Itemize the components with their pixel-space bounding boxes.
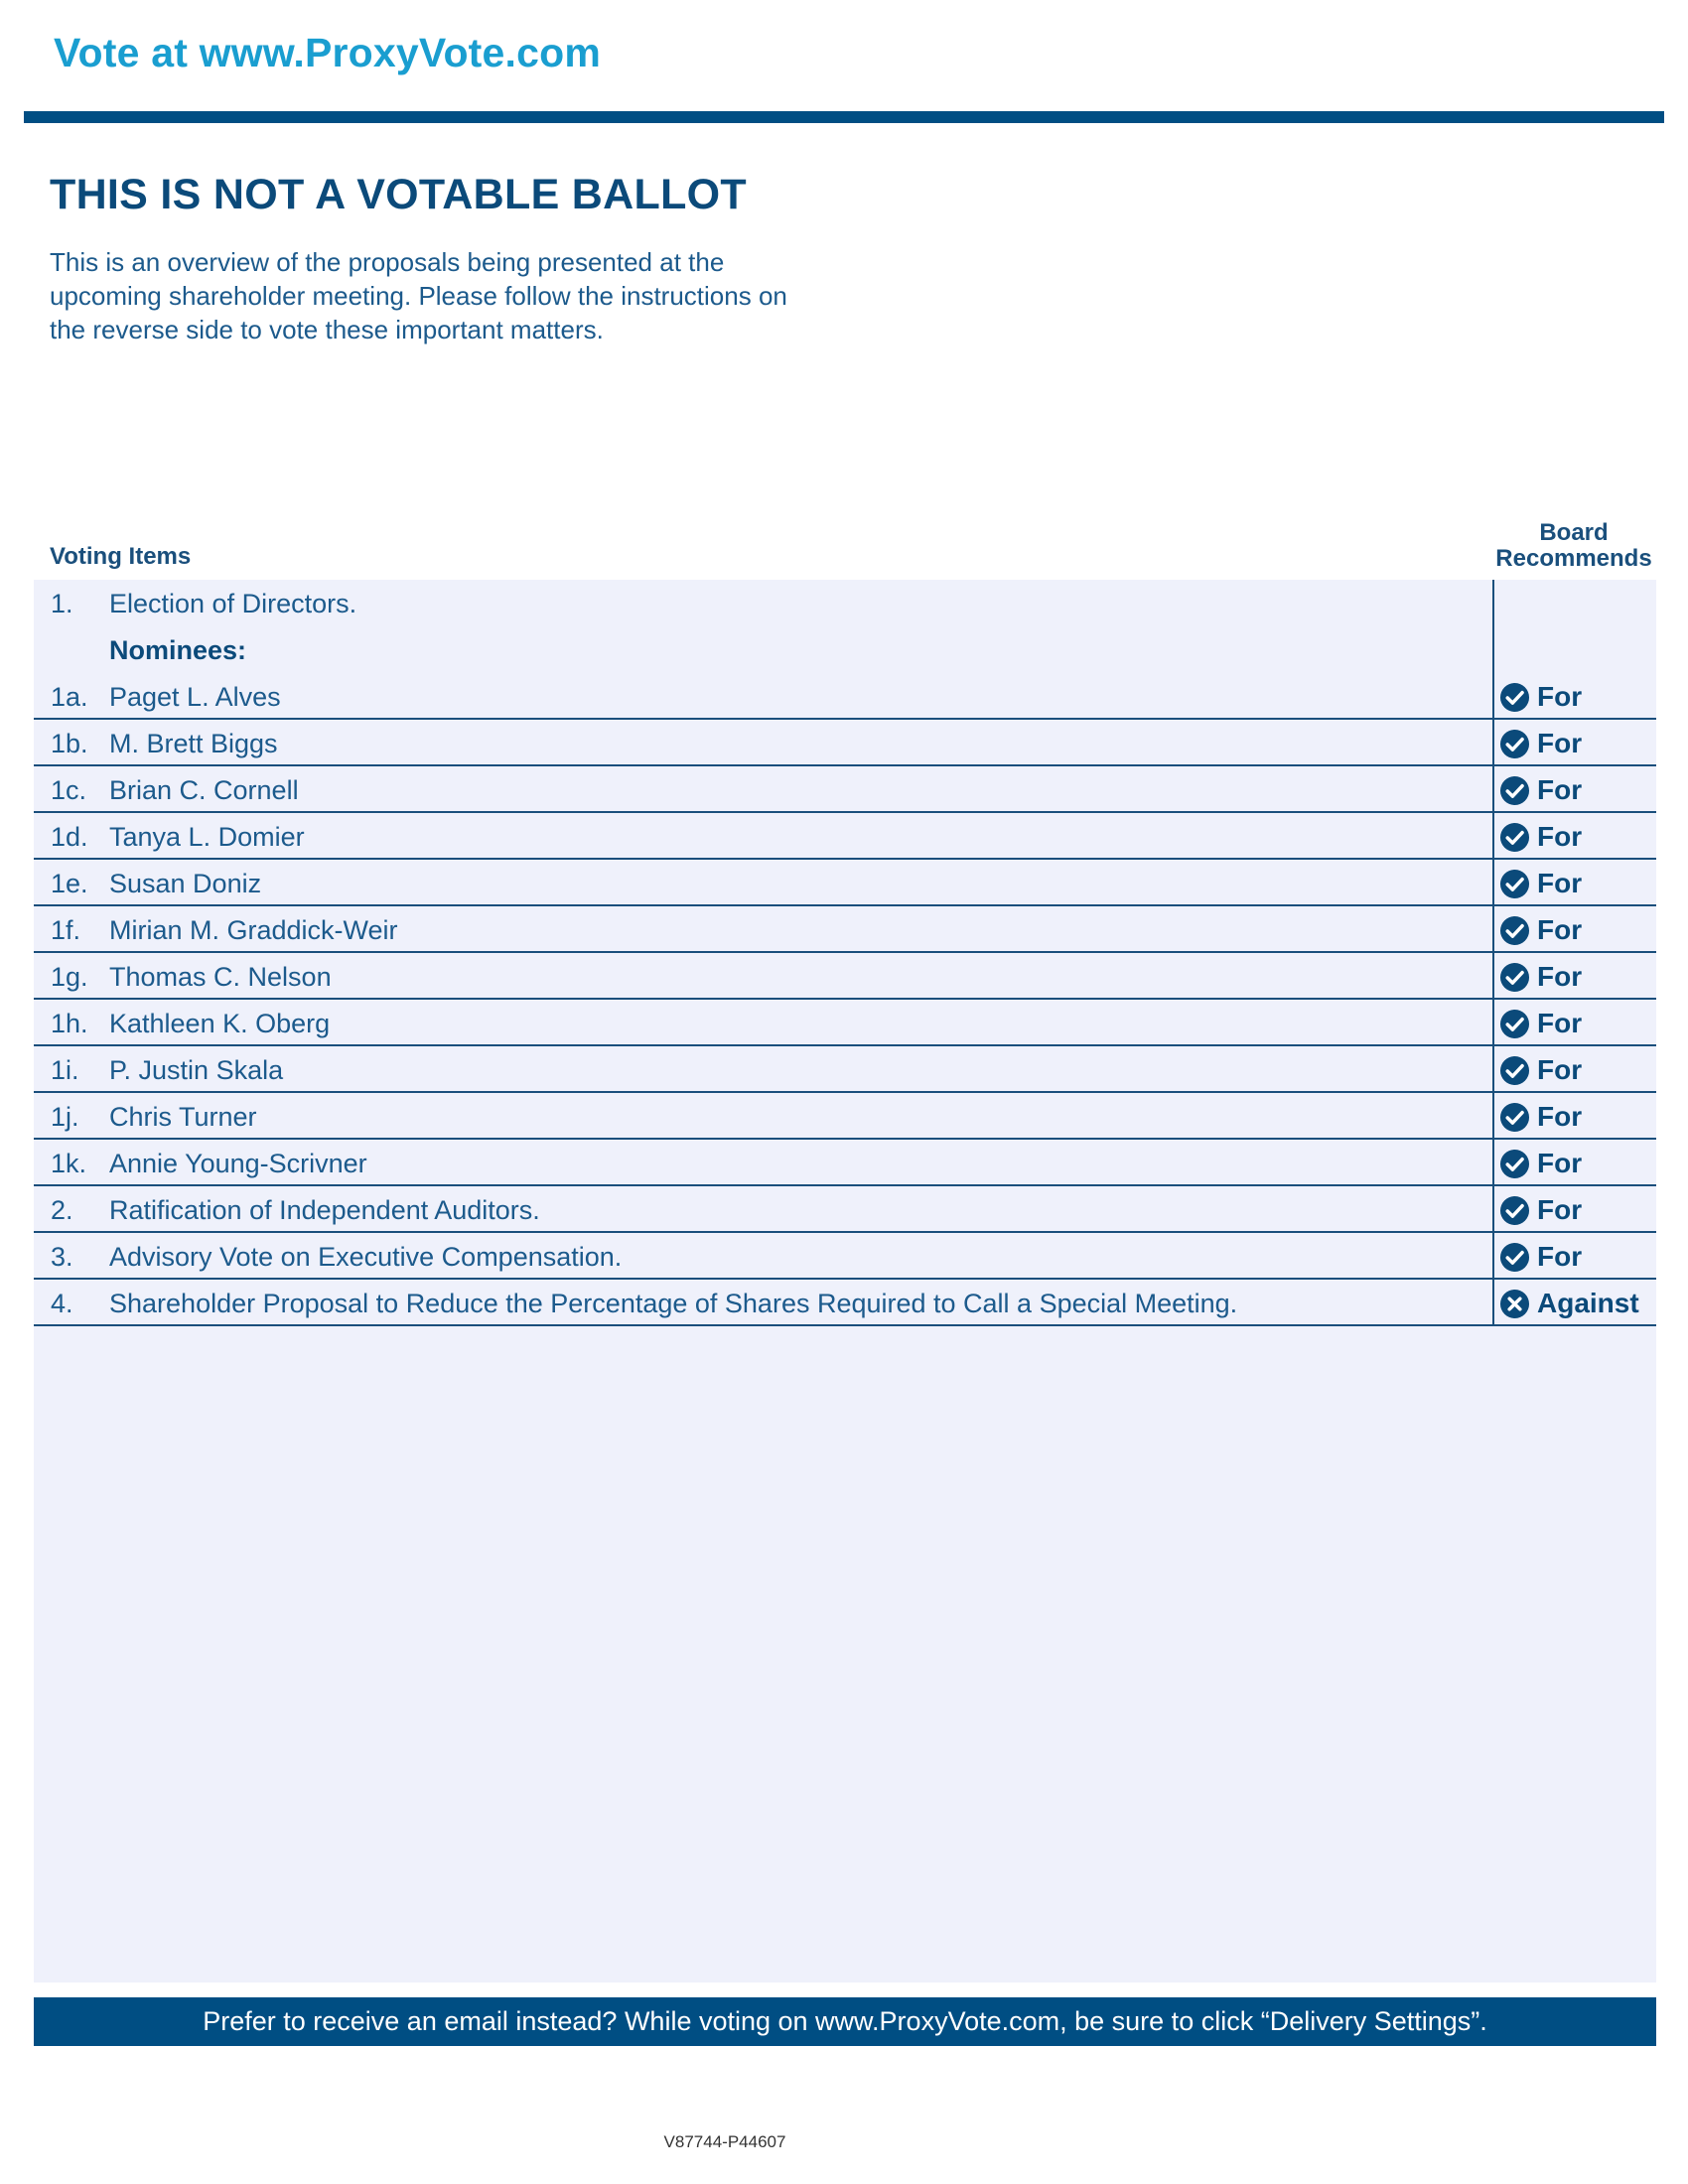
table-row: [34, 580, 1656, 626]
recommendation-text: For: [1537, 1241, 1583, 1272]
board-recommendation: [1499, 1054, 1582, 1086]
item-number: 1i.: [51, 1055, 79, 1085]
item-number: 1j.: [51, 1102, 79, 1132]
item-label: Advisory Vote on Executive Compensation.: [109, 1242, 623, 1272]
item-label: Shareholder Proposal to Reduce the Percentage of Shares Required to Call a Special Meeting.: [109, 1289, 1238, 1318]
table-row: [34, 1186, 1656, 1233]
item-label: P. Justin Skala: [109, 1055, 284, 1085]
board-recommends-header: [1494, 520, 1653, 572]
board-recommendation: [1499, 821, 1582, 853]
table-row: [34, 813, 1656, 860]
recommendation-text: For: [1537, 1101, 1583, 1132]
item-label: Annie Young-Scrivner: [109, 1149, 367, 1178]
table-row: [34, 626, 1656, 673]
item-number: 1.: [51, 589, 73, 618]
board-recommendation: [1499, 961, 1582, 993]
table-row: [34, 1000, 1656, 1046]
check-circle-icon: [1499, 1055, 1530, 1086]
intro-line: This is an overview of the proposals being presented at the: [50, 247, 725, 277]
board-recommendation: [1499, 1008, 1582, 1039]
check-circle-icon: [1499, 1195, 1530, 1226]
voting-items-header: Voting Items: [50, 543, 192, 570]
check-circle-icon: [1499, 822, 1530, 853]
board-recommendation: [1499, 1148, 1582, 1179]
board-recommendation: [1499, 1101, 1582, 1133]
board-recommendation: [1499, 1194, 1582, 1226]
check-circle-icon: [1499, 729, 1530, 759]
proxyvote-link[interactable]: Vote at www.ProxyVote.com: [54, 30, 602, 75]
board-recommendation: [1499, 681, 1582, 713]
item-number: 1f.: [51, 915, 81, 945]
recommendation-text: Against: [1537, 1288, 1639, 1318]
check-circle-icon: [1499, 915, 1530, 946]
item-number: 3.: [51, 1242, 73, 1272]
table-row: [34, 953, 1656, 1000]
board-header-line: Board: [1539, 519, 1609, 546]
recommendation-text: For: [1537, 1054, 1583, 1085]
item-label: Tanya L. Domier: [109, 822, 305, 852]
item-number: 1g.: [51, 962, 88, 992]
item-number: 1a.: [51, 682, 88, 712]
table-row: [34, 766, 1656, 813]
board-recommendation: [1499, 1241, 1582, 1273]
board-recommendation: [1499, 774, 1582, 806]
check-circle-icon: [1499, 1149, 1530, 1179]
item-label: Paget L. Alves: [109, 682, 281, 712]
intro-text: [50, 245, 874, 346]
intro-line: upcoming shareholder meeting. Please follow the instructions on: [50, 281, 787, 311]
check-circle-icon: [1499, 1102, 1530, 1133]
header-rule: [24, 111, 1664, 123]
check-circle-icon: [1499, 682, 1530, 713]
table-row: [34, 906, 1656, 953]
document-code: V87744-P44607: [663, 2132, 786, 2151]
item-number: 1k.: [51, 1149, 87, 1178]
recommendation-text: For: [1537, 961, 1583, 992]
page-title: THIS IS NOT A VOTABLE BALLOT: [50, 171, 747, 218]
item-label: Mirian M. Graddick-Weir: [109, 915, 398, 945]
item-label: Chris Turner: [109, 1102, 257, 1132]
recommendation-text: For: [1537, 821, 1583, 852]
item-number: 1e.: [51, 869, 88, 898]
board-recommendation: [1499, 868, 1582, 899]
item-label: Election of Directors.: [109, 589, 357, 618]
recommendation-text: For: [1537, 868, 1583, 898]
table-row: [34, 1140, 1656, 1186]
x-circle-icon: [1499, 1289, 1530, 1319]
board-header-line: Recommends: [1495, 545, 1652, 572]
table-row: [34, 1093, 1656, 1140]
item-number: 1c.: [51, 775, 87, 805]
board-recommendation: [1499, 914, 1582, 946]
recommendation-text: For: [1537, 1148, 1583, 1178]
board-recommendation: [1499, 1288, 1639, 1319]
table-row: [34, 860, 1656, 906]
table-row: [34, 1280, 1656, 1326]
check-circle-icon: [1499, 775, 1530, 806]
item-number: 4.: [51, 1289, 73, 1318]
item-label: Thomas C. Nelson: [109, 962, 332, 992]
recommendation-text: For: [1537, 914, 1583, 945]
email-delivery-banner: Prefer to receive an email instead? While voting on www.ProxyVote.com, be sure to click “Delivery Settings”.: [34, 1997, 1656, 2046]
check-circle-icon: [1499, 1242, 1530, 1273]
table-row: [34, 1046, 1656, 1093]
item-number: 2.: [51, 1195, 73, 1225]
recommendation-text: For: [1537, 1194, 1583, 1225]
recommendation-text: For: [1537, 774, 1583, 805]
item-number: 1h.: [51, 1009, 88, 1038]
item-label: Brian C. Cornell: [109, 775, 299, 805]
recommendation-text: For: [1537, 1008, 1583, 1038]
item-number: 1d.: [51, 822, 88, 852]
recommendation-text: For: [1537, 681, 1583, 712]
table-row: [34, 673, 1656, 720]
item-label: M. Brett Biggs: [109, 729, 278, 758]
board-recommendation: [1499, 728, 1582, 759]
recommendation-text: For: [1537, 728, 1583, 758]
item-label: Susan Doniz: [109, 869, 262, 898]
intro-line: the reverse side to vote these important matters.: [50, 315, 604, 344]
nominees-label: Nominees:: [109, 635, 247, 665]
item-label: Kathleen K. Oberg: [109, 1009, 331, 1038]
check-circle-icon: [1499, 962, 1530, 993]
table-row: [34, 1233, 1656, 1280]
check-circle-icon: [1499, 869, 1530, 899]
item-number: 1b.: [51, 729, 88, 758]
check-circle-icon: [1499, 1009, 1530, 1039]
table-row: [34, 720, 1656, 766]
item-label: Ratification of Independent Auditors.: [109, 1195, 540, 1225]
